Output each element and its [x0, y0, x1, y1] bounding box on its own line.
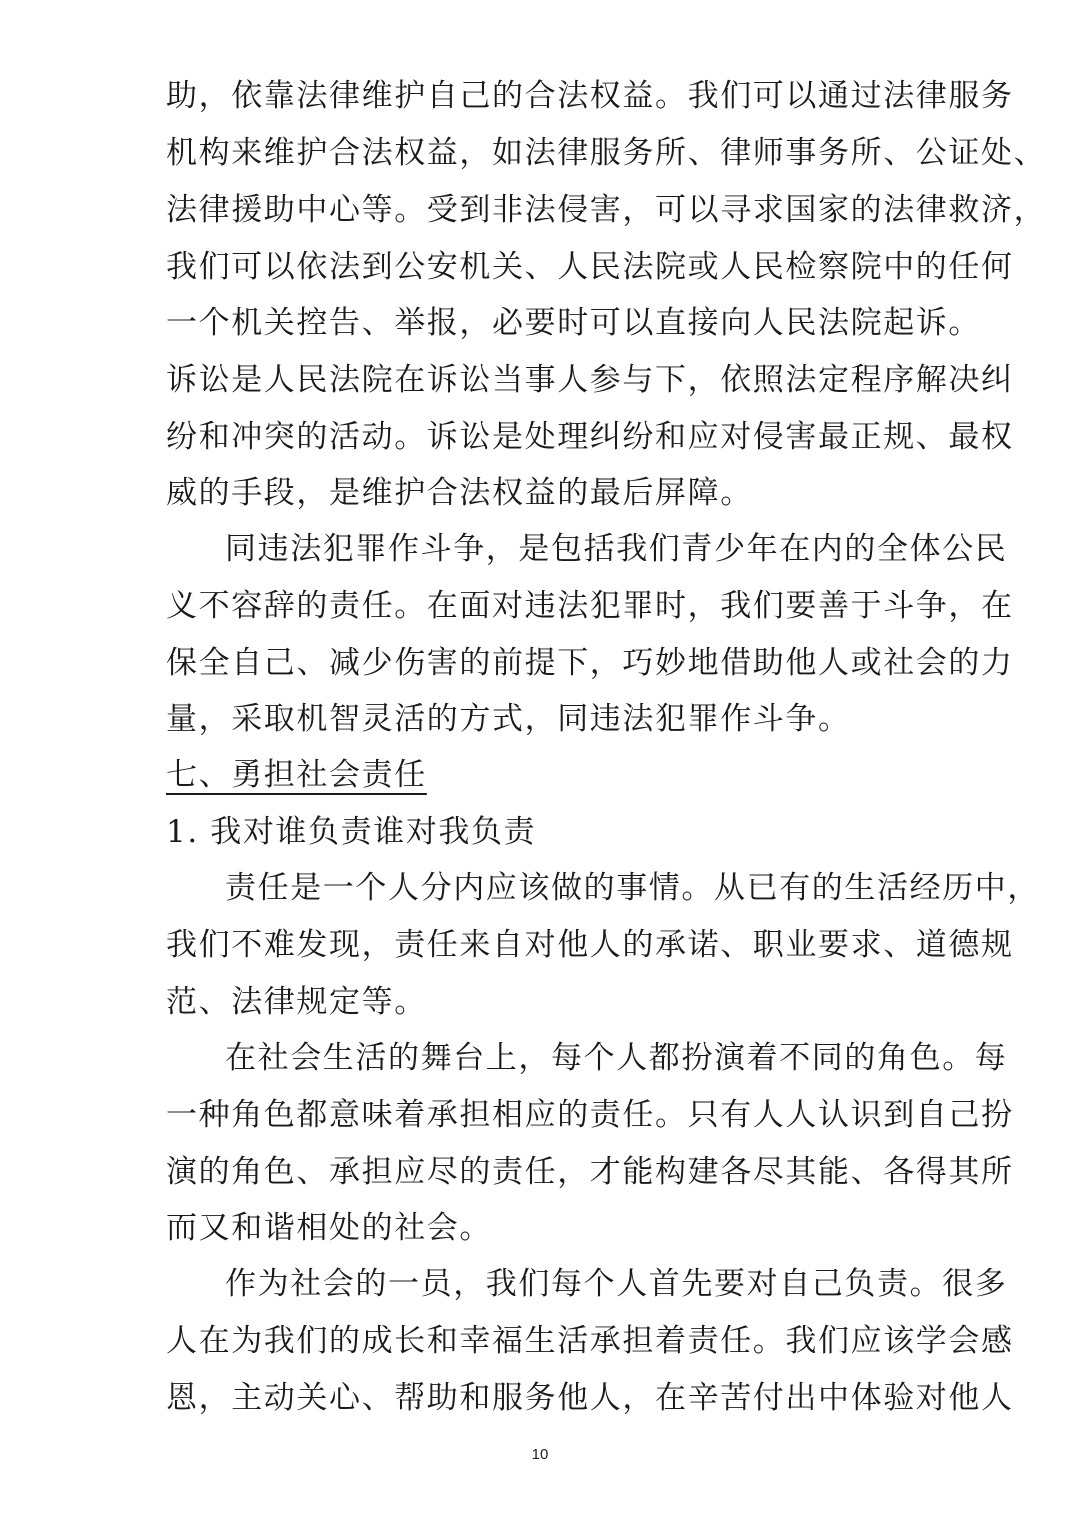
text-line: 诉讼是人民法院在诉讼当事人参与下，依照法定程序解决纠 [166, 362, 1014, 398]
section-heading: 七、勇担社会责任 [166, 757, 427, 793]
text-line: 量，采取机智灵活的方式，同违法犯罪作斗争。 [166, 701, 851, 737]
text-line: 保全自己、减少伤害的前提下，巧妙地借助他人或社会的力 [166, 645, 1014, 681]
text-line: 助，依靠法律维护自己的合法权益。我们可以通过法律服务 [166, 78, 1014, 114]
text-line: 同违法犯罪作斗争，是包括我们青少年在内的全体公民 [225, 531, 1008, 567]
text-line: 威的手段，是维护合法权益的最后屏障。 [166, 475, 753, 511]
text-line: 义不容辞的责任。在面对违法犯罪时，我们要善于斗争，在 [166, 588, 1014, 624]
text-line: 人在为我们的成长和幸福生活承担着责任。我们应该学会感 [166, 1323, 1014, 1359]
text-line: 纷和冲突的活动。诉讼是处理纠纷和应对侵害最正规、最权 [166, 419, 1014, 455]
text-line: 演的角色、承担应尽的责任，才能构建各尽其能、各得其所 [166, 1154, 1014, 1190]
text-line: 恩，主动关心、帮助和服务他人，在辛苦付出中体验对他人 [166, 1380, 1014, 1416]
text-line: 范、法律规定等。 [166, 984, 427, 1020]
text-line: 责任是一个人分内应该做的事情。从已有的生活经历中， [225, 870, 1040, 906]
text-line: 一个机关控告、举报，必要时可以直接向人民法院起诉。 [166, 305, 981, 341]
text-line: 在社会生活的舞台上，每个人都扮演着不同的角色。每 [225, 1040, 1008, 1076]
text-line: 一种角色都意味着承担相应的责任。只有人人认识到自己扮 [166, 1097, 1014, 1133]
text-line: 我们不难发现，责任来自对他人的承诺、职业要求、道德规 [166, 927, 1014, 963]
text-line: 而又和谐相处的社会。 [166, 1210, 492, 1246]
text-line: 作为社会的一员，我们每个人首先要对自己负责。很多 [225, 1266, 1008, 1302]
text-line: 机构来维护合法权益，如法律服务所、律师事务所、公证处、 [166, 135, 1047, 171]
subsection-heading: 1. 我对谁负责谁对我负责 [166, 814, 537, 850]
page-number: 10 [531, 1446, 549, 1463]
text-line: 我们可以依法到公安机关、人民法院或人民检察院中的任何 [166, 249, 1014, 285]
text-line: 法律援助中心等。受到非法侵害，可以寻求国家的法律救济， [166, 192, 1047, 228]
